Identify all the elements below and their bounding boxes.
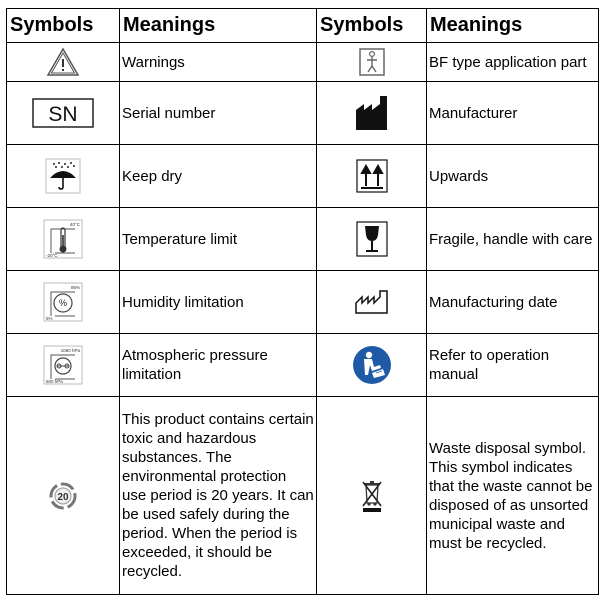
keep-dry-icon bbox=[45, 158, 81, 194]
svg-text:40°C: 40°C bbox=[69, 222, 80, 227]
svg-text:500 hPa: 500 hPa bbox=[46, 379, 63, 384]
table-row bbox=[7, 43, 599, 82]
meaning-cell: Fragile, handle with care bbox=[427, 208, 599, 271]
atmospheric-pressure-icon bbox=[43, 345, 83, 385]
header-symbols-left: Symbols bbox=[7, 9, 120, 43]
meaning-cell: Serial number bbox=[120, 82, 317, 145]
header-meanings-right: Meanings bbox=[427, 9, 599, 43]
table-row bbox=[7, 334, 599, 397]
meaning-cell: Waste disposal symbol. This symbol indicates that the waste cannot be disposed of as unsorted municipal waste and must be recycled. bbox=[427, 397, 599, 595]
symbols-table bbox=[6, 8, 599, 595]
meaning-cell: Refer to operation manual bbox=[427, 334, 599, 397]
meaning-cell: Temperature limit bbox=[120, 208, 317, 271]
table-row bbox=[7, 145, 599, 208]
manufacturer-icon bbox=[354, 94, 390, 132]
meaning-cell: Atmospheric pressure limitation bbox=[120, 334, 317, 397]
symbol-cell bbox=[317, 334, 427, 397]
symbol-cell bbox=[7, 334, 120, 397]
meaning-cell: Keep dry bbox=[120, 145, 317, 208]
symbol-cell bbox=[7, 43, 120, 82]
symbol-cell bbox=[7, 208, 120, 271]
symbol-cell bbox=[7, 397, 120, 595]
svg-text:SN: SN bbox=[48, 103, 78, 126]
humidity-limitation-icon bbox=[43, 282, 83, 322]
bf-type-applied-part-icon bbox=[358, 47, 386, 77]
table-row bbox=[7, 397, 599, 595]
this-way-up-icon bbox=[356, 159, 388, 193]
svg-text:5%: 5% bbox=[46, 316, 53, 321]
temperature-limit-icon bbox=[43, 219, 83, 259]
symbol-cell bbox=[317, 43, 427, 82]
manufacturing-date-icon bbox=[354, 289, 390, 315]
symbol-cell bbox=[317, 145, 427, 208]
svg-text:20: 20 bbox=[57, 491, 69, 503]
header-symbols-right: Symbols bbox=[317, 9, 427, 43]
meaning-cell: Humidity limitation bbox=[120, 271, 317, 334]
svg-text:1060 hPa: 1060 hPa bbox=[60, 348, 80, 353]
refer-to-manual-icon bbox=[352, 345, 392, 385]
table-row bbox=[7, 271, 599, 334]
symbol-cell bbox=[7, 82, 120, 145]
weee-waste-disposal-icon bbox=[360, 479, 384, 513]
table-row bbox=[7, 208, 599, 271]
meaning-cell: This product contains certain toxic and hazardous substances. The environmental protection use period is 20 years. It can be used safely during the period. When the period is exceeded, it should be recycled. bbox=[120, 397, 317, 595]
header-meanings-left: Meanings bbox=[120, 9, 317, 43]
symbol-cell bbox=[7, 145, 120, 208]
symbol-cell bbox=[7, 271, 120, 334]
warning-icon bbox=[46, 47, 80, 77]
serial-number-icon bbox=[31, 97, 95, 129]
symbol-cell bbox=[317, 82, 427, 145]
fragile-icon bbox=[356, 221, 388, 257]
svg-text:%: % bbox=[58, 298, 68, 308]
table-row bbox=[7, 82, 599, 145]
svg-text:-20°C: -20°C bbox=[46, 253, 58, 258]
meaning-cell: Manufacturing date bbox=[427, 271, 599, 334]
meaning-cell: Upwards bbox=[427, 145, 599, 208]
meaning-cell: Manufacturer bbox=[427, 82, 599, 145]
symbol-cell bbox=[317, 208, 427, 271]
meaning-cell: Warnings bbox=[120, 43, 317, 82]
symbol-cell bbox=[317, 397, 427, 595]
header-row bbox=[7, 9, 599, 43]
symbol-cell bbox=[317, 271, 427, 334]
meaning-cell: BF type application part bbox=[427, 43, 599, 82]
svg-text:85%: 85% bbox=[70, 285, 80, 290]
environment-protection-use-period-icon bbox=[49, 482, 77, 510]
